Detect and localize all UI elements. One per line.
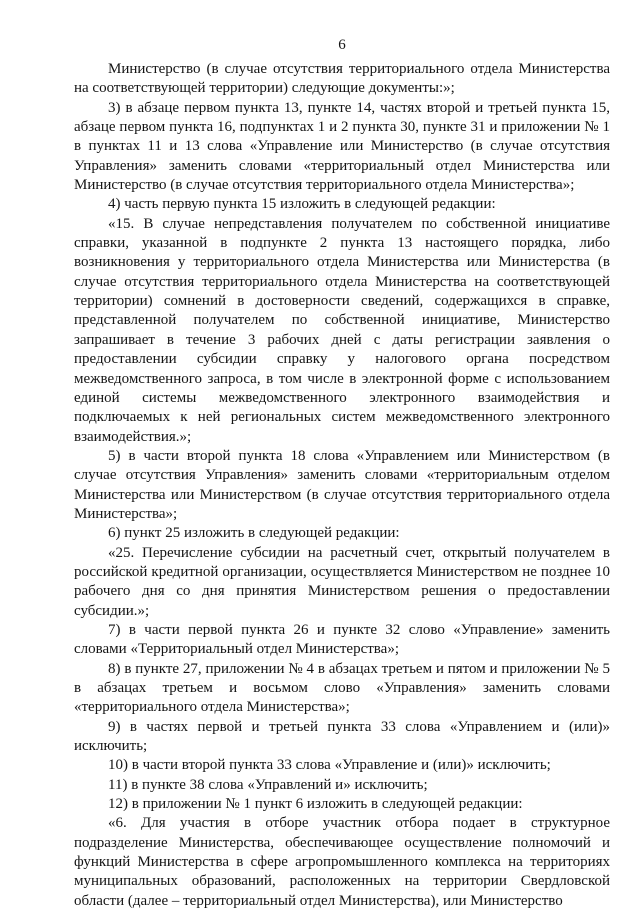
- paragraph-continuation: Министерство (в случае отсутствия территориального отдела Министерства на соответствующей территории) следующие документы:»;: [74, 61, 610, 97]
- paragraph-item-10: 10) в части второй пункта 33 слова «Управление и (или)» исключить;: [108, 757, 551, 774]
- paragraph-item-12: 12) в приложении № 1 пункт 6 изложить в следующей редакции:: [108, 796, 523, 813]
- paragraph-item-5: 5) в части второй пункта 18 слова «Управлением или Министерством (в случае отсутствия Управления» заменить словами «территориальным отделом Министерства или Министерством (в случае отсутствия территориального отдела Министерства»;: [74, 447, 610, 522]
- document-page: [74, 36, 610, 911]
- paragraph-quote-25: «25. Перечисление субсидии на расчетный счет, открытый получателем в российской кредитной организации, осуществляется Министерством не позднее 10 рабочего дня со дня принятия Министерством решения о предоставлении субсидии.»;: [74, 544, 610, 619]
- paragraph-item-6: 6) пункт 25 изложить в следующей редакции:: [108, 525, 400, 542]
- paragraph-item-7: 7) в части первой пункта 26 и пункте 32 слово «Управление» заменить словами «Территориальный отдел Министерства»;: [74, 621, 610, 658]
- page-number: 6: [338, 37, 346, 53]
- paragraph-item-11: 11) в пункте 38 слова «Управлений и» исключить;: [108, 776, 428, 793]
- paragraph-item-9: 9) в частях первой и третьей пункта 33 слова «Управлением и (или)» исключить;: [74, 718, 610, 755]
- paragraph-item-8: 8) в пункте 27, приложении № 4 в абзацах третьем и пятом и приложении № 5 в абзацах третьем и восьмом слово «Управления» заменить словами «территориального отдела Министерства»;: [74, 660, 610, 716]
- paragraph-item-4: 4) часть первую пункта 15 изложить в следующей редакции:: [108, 196, 496, 213]
- paragraph-quote-6: «6. Для участия в отборе участник отбора подает в структурное подразделение Министерства, обеспечивающее осуществление полномочий и функций Министерства в сфере агропромышленного комплекса на территориях муниципальных образований, расположенных на территории Свердловской области (далее – территориальный отдел Министерства), или Министерство: [74, 815, 610, 909]
- paragraph-item-3: 3) в абзаце первом пункта 13, пункте 14, частях второй и третьей пункта 15, абзаце первом пункта 16, подпунктах 1 и 2 пункта 30, пункте 31 и приложении № 1 в пунктах 11 и 13 слова «Управление или Министерство (в случае отсутствия Управления» заменить словами «территориальный отдел Министерства или Министерство (в случае отсутствия территориального отдела Министерства»;: [74, 99, 610, 194]
- paragraph-quote-15: «15. В случае непредставления получателем по собственной инициативе справки, указанной в подпункте 2 пункта 13 настоящего порядка, либо возникновения у территориального отдела Министерства или Министерства (в случае отсутствия территориального отдела Министерства на соответствующей территории) сомнений в достоверности сведений, содержащихся в справке, представленной получателем по собственной инициативе, Министерство запрашивает в течение 3 рабочих дней с даты регистрации заявления о предоставлении субсидии справку у налогового органа посредством межведомственного запроса, в том числе в электронной форме с использованием единой системы межведомственного электронного взаимодействия и подключаемых к ней региональных систем межведомственного электронного взаимодействия.»;: [74, 215, 610, 445]
